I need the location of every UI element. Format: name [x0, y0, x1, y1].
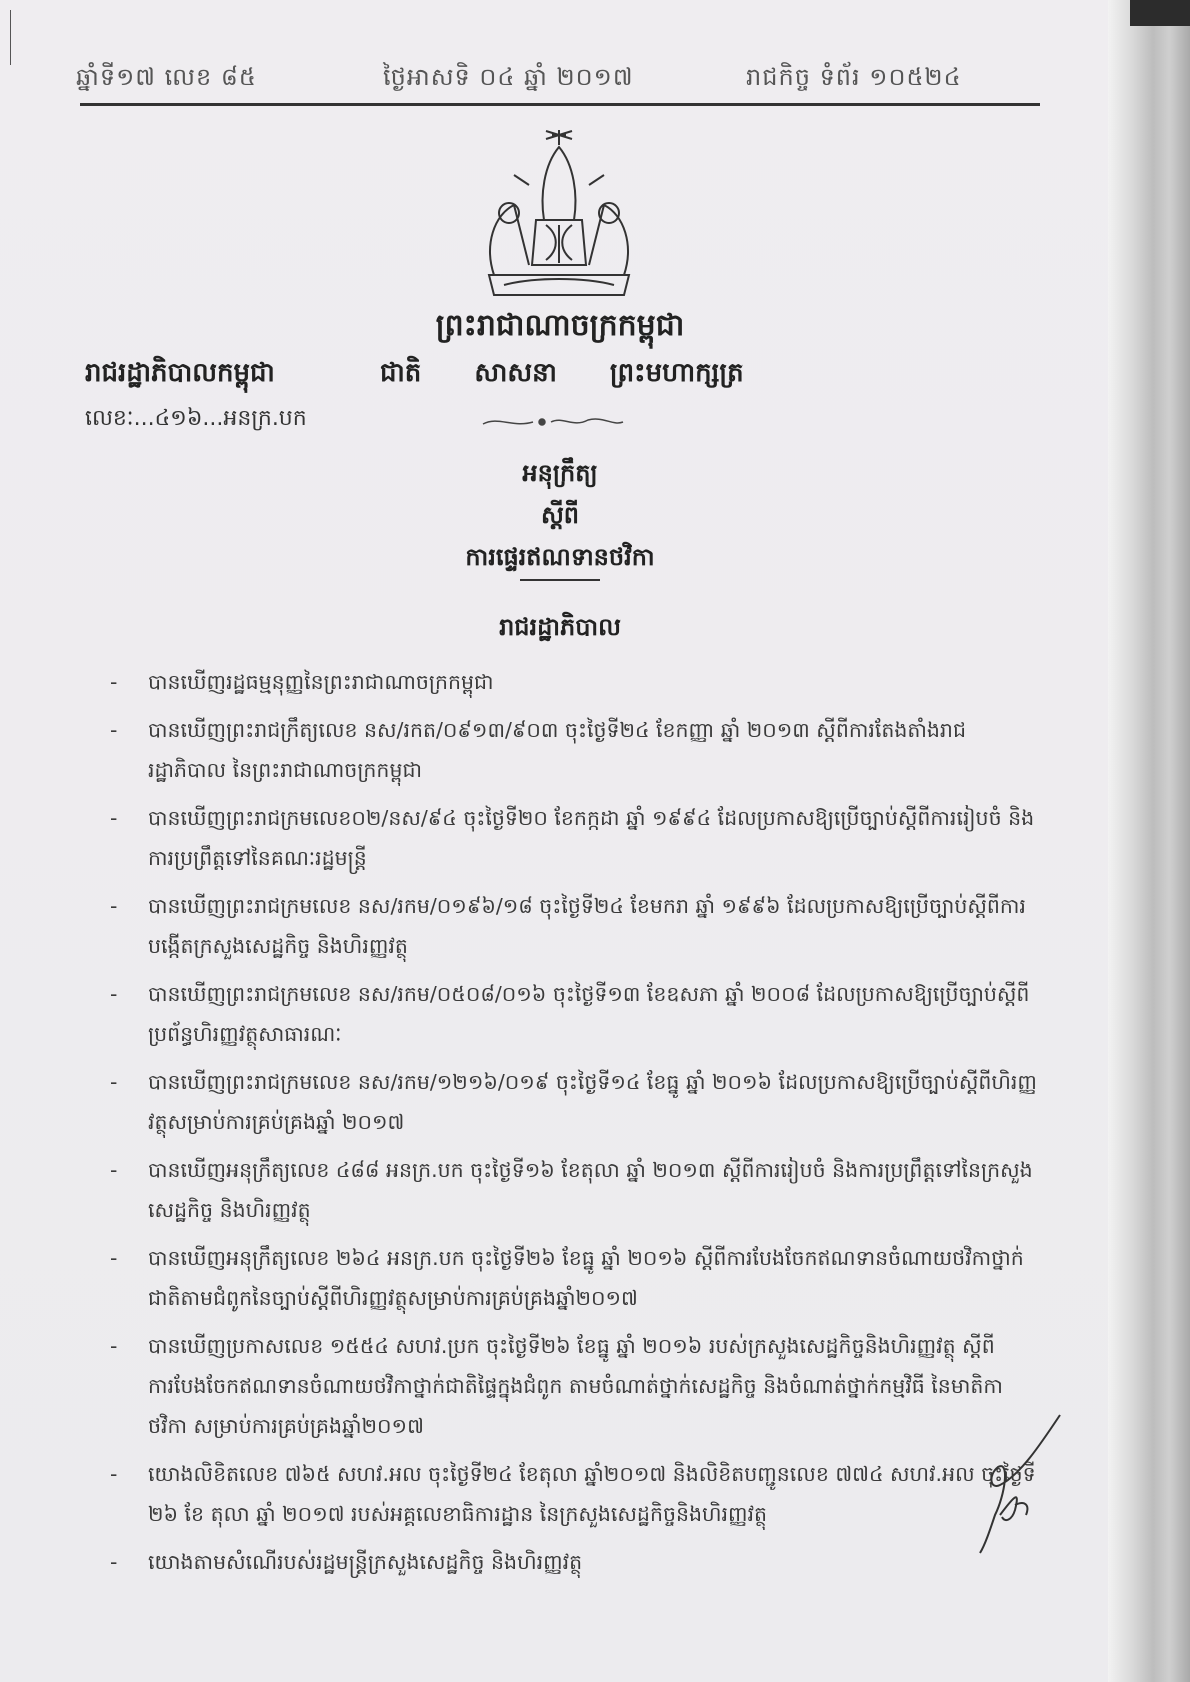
reference-number: លេខៈ...៤១៦...អនក្រ.បក — [85, 406, 307, 431]
document-type: អនុក្រឹត្យ — [522, 459, 598, 487]
binding-shadow — [1130, 0, 1190, 26]
header-page: រាជកិច្ច ទំព័រ ១០៥២៤ — [746, 63, 962, 91]
list-item — [100, 798, 1040, 878]
margin-mark — [10, 10, 11, 65]
government-name: រាជរដ្ឋាភិបាលកម្ពុជា — [85, 358, 275, 388]
list-item-text: យោងលិខិតលេខ ៧៦៥ សហវ.អល ចុះថ្ងៃទី២៤ ខែតុលា ឆ្នាំ២០១៧ និងលិខិតបញ្ជូនលេខ ៧៧៤ សហវ.អល ចុះថ្ងៃទី ២៦ ខែ តុលា ឆ្នាំ ២០១៧ របស់អគ្គលេខាធិការដ្ឋាន នៃក្រសួងសេដ្ឋកិច្ចនិងហិរញ្ញវត្ថុ — [148, 1462, 1036, 1526]
header-date: ថ្ងៃអាសទិ ០៤ ឆ្នាំ ២០១៧ — [383, 63, 634, 91]
list-dash: - — [110, 1550, 118, 1574]
list-dash: - — [110, 670, 118, 694]
motto-religion: សាសនា — [474, 358, 557, 388]
list-item — [100, 1454, 1040, 1534]
list-item-text: បានឃើញព្រះរាជក្រមលេខ០២/នស/៩៤ ចុះថ្ងៃទី២០ ខែកក្កដា ឆ្នាំ ១៩៩៤ ដែលប្រកាសឱ្យប្រើច្បាប់ស្តីពីការរៀបចំ និងការប្រព្រឹត្តទៅនៃគណៈរដ្ឋមន្ត្រី — [148, 806, 1035, 870]
header-issue: ឆ្នាំទី១៧ លេខ ៨៥ — [76, 63, 257, 91]
gazette-header — [48, 62, 1040, 102]
document-subject: ការផ្ទេរឥណទានថវិកា — [465, 543, 655, 571]
list-item — [100, 886, 1040, 966]
list-item — [100, 1326, 1040, 1446]
preamble-list — [100, 662, 1040, 1590]
list-dash: - — [110, 982, 118, 1006]
list-dash: - — [110, 1334, 118, 1358]
document-about: ស្តីពី — [540, 501, 580, 529]
list-item-text: បានឃើញព្រះរាជក្រមលេខ នស/រកម/១២១៦/០១៩ ចុះថ្ងៃទី១៤ ខែធ្នូ ឆ្នាំ ២០១៦ ដែលប្រកាសឱ្យប្រើច្បាប់ស្តីពីហិរញ្ញវត្ថុសម្រាប់ការគ្រប់គ្រងឆ្នាំ ២០១៧ — [148, 1070, 1037, 1134]
list-dash: - — [110, 806, 118, 830]
list-item — [100, 1150, 1040, 1230]
list-item-text: បានឃើញរដ្ឋធម្មនុញ្ញនៃព្រះរាជាណាចក្រកម្ពុជា — [148, 670, 494, 694]
motto-nation: ជាតិ — [380, 358, 422, 388]
list-item — [100, 1542, 1040, 1582]
list-item — [100, 1062, 1040, 1142]
list-item-text: បានឃើញអនុក្រឹត្យលេខ ២៦៤ អនក្រ.បក ចុះថ្ងៃទី២៦ ខែធ្នូ ឆ្នាំ ២០១៦ ស្តីពីការបែងចែកឥណទានចំណាយថវិកាថ្នាក់ជាតិតាមជំពូកនៃច្បាប់ស្តីពីហិរញ្ញវត្ថុសម្រាប់ការគ្រប់គ្រងឆ្នាំ២០១៧ — [148, 1246, 1024, 1310]
binding-edge — [1108, 0, 1190, 1682]
kingdom-name: ព្រះរាជាណាចក្រកម្ពុជា — [435, 308, 685, 343]
signature-icon — [960, 1405, 1070, 1555]
list-item — [100, 710, 1040, 790]
list-item-text: បានឃើញប្រកាសលេខ ១៥៥៤ សហវ.ប្រក ចុះថ្ងៃទី២៦ ខែធ្នូ ឆ្នាំ ២០១៦ របស់ក្រសួងសេដ្ឋកិច្ចនិងហិរញ្ញវត្ថុ ស្តីពីការបែងចែកឥណទានចំណាយថវិកាថ្នាក់ជាតិផ្ទៃក្នុងជំពូក តាមចំណាត់ថ្នាក់សេដ្ឋកិច្ច និងចំណាត់ថ្នាក់កម្មវិធី នៃមាតិកាថវិកា សម្រាប់ការគ្រប់គ្រងឆ្នាំ២០១៧ — [148, 1334, 1003, 1438]
list-dash: - — [110, 894, 118, 918]
ornament-divider-icon — [478, 412, 628, 432]
list-item-text: បានឃើញព្រះរាជក្រឹត្យលេខ នស/រកត/០៩១៣/៩០៣ ចុះថ្ងៃទី២៤ ខែកញ្ញា ឆ្នាំ ២០១៣ ស្តីពីការតែងតាំងរាជរដ្ឋាភិបាល នៃព្រះរាជាណាចក្រកម្ពុជា — [148, 718, 966, 782]
list-item-text: បានឃើញអនុក្រឹត្យលេខ ៤៨៨ អនក្រ.បក ចុះថ្ងៃទី១៦ ខែតុលា ឆ្នាំ ២០១៣ ស្តីពីការរៀបចំ និងការប្រព្រឹត្តទៅនៃក្រសួងសេដ្ឋកិច្ច និងហិរញ្ញវត្ថុ — [148, 1158, 1033, 1222]
list-item-text: បានឃើញព្រះរាជក្រមលេខ នស/រកម/០៥០៨/០១៦ ចុះថ្ងៃទី១៣ ខែឧសភា ឆ្នាំ ២០០៨ ដែលប្រកាសឱ្យប្រើច្បាប់ស្តីពីប្រព័ន្ធហិរញ្ញវត្ថុសាធារណៈ — [148, 982, 1030, 1046]
title-divider — [520, 579, 600, 581]
list-dash: - — [110, 1158, 118, 1182]
national-motto — [380, 356, 800, 394]
motto-king: ព្រះមហាក្សត្រ — [609, 358, 744, 388]
list-item — [100, 662, 1040, 702]
list-dash: - — [110, 1246, 118, 1270]
list-dash: - — [110, 1070, 118, 1094]
royal-emblem-icon — [474, 125, 644, 305]
list-item-text: បានឃើញព្រះរាជក្រមលេខ នស/រកម/០១៩៦/១៨ ចុះថ្ងៃទី២៤ ខែមករា ឆ្នាំ ១៩៩៦ ដែលប្រកាសឱ្យប្រើច្បាប់ស្តីពីការបង្កើតក្រសួងសេដ្ឋកិច្ច និងហិរញ្ញវត្ថុ — [148, 894, 1026, 958]
list-dash: - — [110, 1462, 118, 1486]
list-item — [100, 974, 1040, 1054]
list-item — [100, 1238, 1040, 1318]
header-rule — [80, 103, 1040, 106]
list-item-text: យោងតាមសំណើរបស់រដ្ឋមន្ត្រីក្រសួងសេដ្ឋកិច្ច និងហិរញ្ញវត្ថុ — [148, 1550, 583, 1574]
list-dash: - — [110, 718, 118, 742]
issuer-heading: រាជរដ្ឋាភិបាល — [499, 613, 621, 641]
